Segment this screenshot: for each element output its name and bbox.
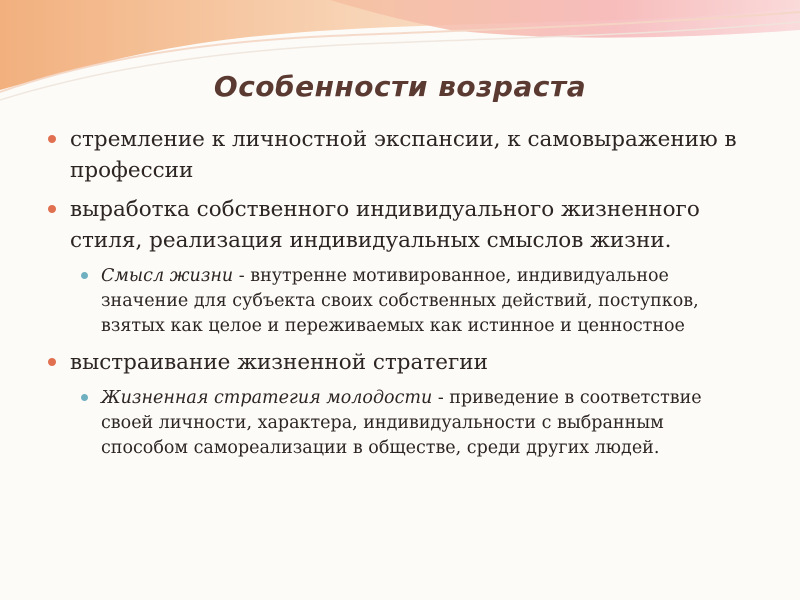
bullet-item: [48, 124, 748, 186]
term-smysl-zhizni: Смысл жизни: [101, 266, 234, 286]
bullet-dot-icon: [48, 135, 56, 143]
slide-title: Особенности возраста: [213, 70, 587, 103]
sub-bullet-item: [81, 264, 748, 339]
bullet-text: стремление к личностной экспансии, к самовыражению в профессии: [70, 127, 737, 183]
slide-content: [48, 124, 748, 469]
bullet-item: [48, 194, 748, 256]
sub-bullet-dot-icon: [81, 394, 88, 401]
sub-bullet-text: - приведение в соответствие своей личности, характера, индивидуальности с выбранным способом самореализации в обществе, среди других людей.: [101, 388, 702, 458]
bullet-text: выстраивание жизненной стратегии: [70, 350, 488, 375]
sub-bullet-dot-icon: [81, 272, 88, 279]
sub-bullet-text: - внутренне мотивированное, индивидуальное значение для субъекта своих собственных действий, поступков, взятых как целое и переживаемых как истинное и ценностное: [101, 266, 699, 336]
bullet-item: [48, 347, 748, 378]
term-zhiznennaya-strategiya: Жизненная стратегия молодости: [101, 388, 433, 408]
bullet-dot-icon: [48, 358, 56, 366]
bullet-dot-icon: [48, 205, 56, 213]
sub-bullet-item: [81, 386, 748, 461]
bullet-text: выработка собственного индивидуального жизненного стиля, реализация индивидуальных смыслов жизни.: [70, 197, 700, 253]
